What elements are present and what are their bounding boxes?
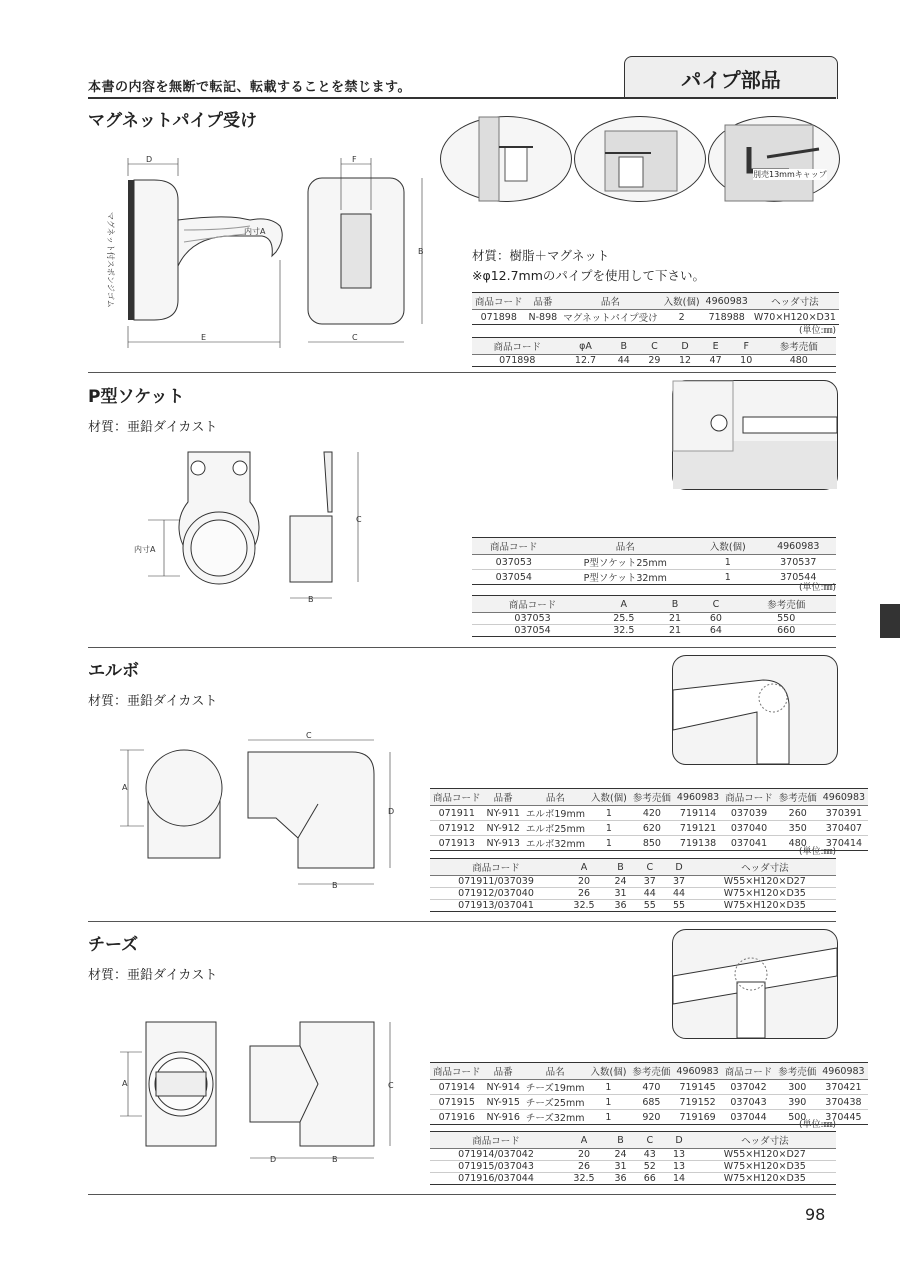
dim-label-e: E xyxy=(201,333,207,342)
table-cell: 370391 xyxy=(820,806,868,821)
column-header: D xyxy=(664,859,693,876)
table-cell: 037042 xyxy=(722,1080,776,1095)
table-cell: 037053 xyxy=(472,613,593,625)
table-cell: NY-911 xyxy=(484,806,523,821)
column-header: C xyxy=(635,1132,664,1149)
table-cell: N-898 xyxy=(526,310,561,325)
dim-label-d: D xyxy=(146,155,153,164)
table-cell: 370445 xyxy=(819,1110,867,1125)
table-cell: 20 xyxy=(562,1149,606,1161)
table-cell: 550 xyxy=(736,613,836,625)
table-cell: 071914 xyxy=(430,1080,484,1095)
psocket-product-table xyxy=(472,537,836,585)
table-cell: 037054 xyxy=(472,570,556,585)
table-cell: 370414 xyxy=(820,836,868,851)
table-cell: 390 xyxy=(775,1095,819,1110)
tees-product-table xyxy=(430,1062,868,1125)
table-cell: 21 xyxy=(655,625,696,637)
table-cell: 370537 xyxy=(761,555,836,570)
table-cell: 260 xyxy=(776,806,820,821)
table-cell: 36 xyxy=(606,1173,635,1185)
table-cell: NY-913 xyxy=(484,836,523,851)
table-cell: 26 xyxy=(562,888,606,900)
column-header: 商品コード xyxy=(472,538,556,555)
photo-caption-cap: 別売13mmキャップ xyxy=(753,170,827,179)
table-cell: 1 xyxy=(588,836,630,851)
column-header: 商品コード xyxy=(722,789,776,806)
magnet-sponge-label: マグネット付スポンジゴム xyxy=(106,212,115,308)
column-header: 商品コード xyxy=(472,596,593,613)
table-cell: 719152 xyxy=(673,1095,721,1110)
table-cell: 920 xyxy=(629,1110,673,1125)
table-cell: 52 xyxy=(635,1161,664,1173)
copyright-notice: 本書の内容を無断で転記、転載することを禁じます。 xyxy=(88,80,411,95)
table-cell: 719138 xyxy=(674,836,722,851)
column-header: 入数(個) xyxy=(695,538,760,555)
tees-drawing xyxy=(118,1016,408,1166)
table-cell: 14 xyxy=(664,1173,693,1185)
table-cell: 719114 xyxy=(674,806,722,821)
table-cell: 071912/037040 xyxy=(430,888,562,900)
tees-dimension-table xyxy=(430,1131,836,1185)
column-header: ヘッダ寸法 xyxy=(751,293,839,310)
column-header: 参考売価 xyxy=(629,1063,673,1080)
tees-unit-note: (単位:㎜) xyxy=(798,1120,836,1130)
table-cell: 350 xyxy=(776,821,820,836)
table-cell: 10 xyxy=(731,355,762,367)
table-cell: NY-915 xyxy=(484,1095,523,1110)
table-cell: 071898 xyxy=(472,355,563,367)
table-row xyxy=(472,613,836,625)
category-tab xyxy=(624,56,838,99)
table-cell: 037043 xyxy=(722,1095,776,1110)
column-header: B xyxy=(606,1132,635,1149)
table-cell: 1 xyxy=(587,1095,629,1110)
table-cell: 037040 xyxy=(722,821,776,836)
table-cell: 071915 xyxy=(430,1095,484,1110)
section-divider xyxy=(88,372,836,373)
table-cell: 31 xyxy=(606,1161,635,1173)
table-cell: 071913 xyxy=(430,836,484,851)
column-header: 商品コード xyxy=(430,859,562,876)
dim-label-c: C xyxy=(352,333,358,342)
index-tab xyxy=(880,604,900,638)
table-cell: 1 xyxy=(587,1110,629,1125)
dim-label-inner-a: 内寸A xyxy=(244,227,266,236)
section-title-psocket: P型ソケット xyxy=(88,387,185,407)
table-cell: 47 xyxy=(700,355,731,367)
column-header: 入数(個) xyxy=(661,293,703,310)
table-cell: W75×H120×D35 xyxy=(694,900,836,912)
column-header: ヘッダ寸法 xyxy=(694,1132,836,1149)
column-header: D xyxy=(664,1132,693,1149)
table-cell: 470 xyxy=(629,1080,673,1095)
column-header: φA xyxy=(563,338,609,355)
table-cell: W70×H120×D31 xyxy=(751,310,839,325)
column-header: 4960983 xyxy=(761,538,836,555)
table-row xyxy=(430,1161,836,1173)
table-row xyxy=(430,876,836,888)
table-cell: 24 xyxy=(606,876,635,888)
table-cell: 370544 xyxy=(761,570,836,585)
column-header: 商品コード xyxy=(722,1063,776,1080)
dim-label-b: B xyxy=(308,595,314,604)
column-header: 4960983 xyxy=(820,789,868,806)
table-cell: 660 xyxy=(736,625,836,637)
table-cell: 370407 xyxy=(820,821,868,836)
table-cell: 20 xyxy=(562,876,606,888)
table-cell: 12 xyxy=(670,355,701,367)
table-row xyxy=(430,1080,868,1095)
column-header: 品名 xyxy=(560,293,660,310)
section-divider xyxy=(88,921,836,922)
table-cell: チーズ19mm xyxy=(523,1080,588,1095)
magnet-product-table xyxy=(472,292,839,325)
table-cell: 13 xyxy=(664,1149,693,1161)
table-cell: 620 xyxy=(630,821,674,836)
column-header: A xyxy=(593,596,654,613)
table-cell: 480 xyxy=(762,355,836,367)
page-number: 98 xyxy=(805,1205,826,1224)
table-cell: 719169 xyxy=(673,1110,721,1125)
column-header: 商品コード xyxy=(472,338,563,355)
table-cell: 071915/037043 xyxy=(430,1161,562,1173)
column-header: ヘッダ寸法 xyxy=(694,859,836,876)
table-cell: 37 xyxy=(664,876,693,888)
elbow-drawing xyxy=(118,732,408,902)
table-cell: エルボ25mm xyxy=(523,821,588,836)
table-cell: 370421 xyxy=(819,1080,867,1095)
table-cell: 071914/037042 xyxy=(430,1149,562,1161)
table-cell: 071898 xyxy=(472,310,526,325)
table-row xyxy=(430,1173,836,1185)
table-cell: 850 xyxy=(630,836,674,851)
elbow-product-table xyxy=(430,788,868,851)
magnet-usage-photo-1 xyxy=(440,116,572,202)
table-row xyxy=(472,355,836,367)
table-cell: 037044 xyxy=(722,1110,776,1125)
psocket-usage-photo xyxy=(672,380,838,490)
table-cell: 719145 xyxy=(673,1080,721,1095)
table-cell: 44 xyxy=(635,888,664,900)
column-header: 参考売価 xyxy=(736,596,836,613)
column-header: 入数(個) xyxy=(588,789,630,806)
dim-label-c: C xyxy=(356,515,362,524)
table-cell: 037039 xyxy=(722,806,776,821)
dim-label-a: A xyxy=(122,1079,128,1088)
column-header: 参考売価 xyxy=(762,338,836,355)
table-cell: 1 xyxy=(695,555,760,570)
elbow-usage-photo xyxy=(672,655,838,765)
table-cell: 719121 xyxy=(674,821,722,836)
table-cell: 60 xyxy=(695,613,736,625)
dim-label-a: A xyxy=(122,783,128,792)
dim-label-f: F xyxy=(352,155,357,164)
tees-material: 材質：亜鉛ダイカスト xyxy=(88,968,218,983)
elbow-dimension-table xyxy=(430,858,836,912)
table-cell: 071916 xyxy=(430,1110,484,1125)
table-cell: 12.7 xyxy=(563,355,609,367)
table-cell: 55 xyxy=(664,900,693,912)
table-cell: 1 xyxy=(587,1080,629,1095)
column-header: 4960983 xyxy=(674,789,722,806)
dim-label-d: D xyxy=(388,807,395,816)
dim-label-inner-a: 内寸A xyxy=(134,545,156,554)
dim-label-b: B xyxy=(332,1155,338,1164)
table-cell: 037054 xyxy=(472,625,593,637)
table-cell: 037041 xyxy=(722,836,776,851)
table-cell: 44 xyxy=(664,888,693,900)
table-cell: 24 xyxy=(606,1149,635,1161)
column-header: 品番 xyxy=(526,293,561,310)
table-cell: エルボ19mm xyxy=(523,806,588,821)
dim-label-b: B xyxy=(418,247,424,256)
column-header: 商品コード xyxy=(472,293,526,310)
table-cell: マグネットパイプ受け xyxy=(560,310,660,325)
table-row xyxy=(430,806,868,821)
table-cell: 2 xyxy=(661,310,703,325)
magnet-unit-note: (単位:㎜) xyxy=(798,326,836,336)
table-cell: 32.5 xyxy=(593,625,654,637)
psocket-material: 材質：亜鉛ダイカスト xyxy=(88,420,218,435)
section-title-tees: チーズ xyxy=(88,935,139,955)
table-cell: 071913/037041 xyxy=(430,900,562,912)
column-header: C xyxy=(639,338,670,355)
column-header: 参考売価 xyxy=(775,1063,819,1080)
magnet-usage-photo-2 xyxy=(574,116,706,202)
table-row xyxy=(430,900,836,912)
section-title-magnet: マグネットパイプ受け xyxy=(88,111,257,131)
column-header: 商品コード xyxy=(430,1063,484,1080)
column-header: B xyxy=(606,859,635,876)
elbow-material: 材質：亜鉛ダイカスト xyxy=(88,694,218,709)
table-cell: W55×H120×D27 xyxy=(694,1149,836,1161)
column-header: F xyxy=(731,338,762,355)
column-header: 入数(個) xyxy=(587,1063,629,1080)
column-header: A xyxy=(562,1132,606,1149)
table-cell: W75×H120×D35 xyxy=(694,1161,836,1173)
table-cell: P型ソケット25mm xyxy=(556,555,695,570)
table-cell: P型ソケット32mm xyxy=(556,570,695,585)
magnet-dimension-table xyxy=(472,337,836,367)
table-cell: 071912 xyxy=(430,821,484,836)
table-cell: 25.5 xyxy=(593,613,654,625)
table-cell: 480 xyxy=(776,836,820,851)
column-header: 品名 xyxy=(523,1063,588,1080)
column-header: 品名 xyxy=(523,789,588,806)
magnet-usage-photo-3 xyxy=(708,116,840,202)
section-divider xyxy=(88,647,836,648)
table-cell: W75×H120×D35 xyxy=(694,1173,836,1185)
magnet-material: 材質：樹脂＋マグネット xyxy=(472,248,610,263)
column-header: D xyxy=(670,338,701,355)
table-cell: 37 xyxy=(635,876,664,888)
category-tab-title: パイプ部品 xyxy=(681,67,781,92)
table-cell: 420 xyxy=(630,806,674,821)
table-cell: エルボ32mm xyxy=(523,836,588,851)
table-cell: W55×H120×D27 xyxy=(694,876,836,888)
table-cell: 32.5 xyxy=(562,1173,606,1185)
column-header: E xyxy=(700,338,731,355)
column-header: 参考売価 xyxy=(630,789,674,806)
table-cell: 300 xyxy=(775,1080,819,1095)
column-header: 4960983 xyxy=(703,293,751,310)
table-cell: 071911 xyxy=(430,806,484,821)
section-title-elbow: エルボ xyxy=(88,661,139,681)
column-header: 4960983 xyxy=(819,1063,867,1080)
table-cell: 26 xyxy=(562,1161,606,1173)
table-row xyxy=(430,821,868,836)
table-cell: NY-912 xyxy=(484,821,523,836)
table-cell: 685 xyxy=(629,1095,673,1110)
table-cell: W75×H120×D35 xyxy=(694,888,836,900)
dim-label-c: C xyxy=(388,1081,394,1090)
table-row xyxy=(472,625,836,637)
column-header: C xyxy=(695,596,736,613)
table-cell: 071911/037039 xyxy=(430,876,562,888)
dim-label-d: D xyxy=(270,1155,277,1164)
column-header: 参考売価 xyxy=(776,789,820,806)
column-header: B xyxy=(655,596,696,613)
table-cell: 500 xyxy=(775,1110,819,1125)
column-header: 品名 xyxy=(556,538,695,555)
tees-usage-photo xyxy=(672,929,838,1039)
table-cell: 29 xyxy=(639,355,670,367)
column-header: 商品コード xyxy=(430,1132,562,1149)
table-cell: 21 xyxy=(655,613,696,625)
table-cell: 1 xyxy=(588,806,630,821)
header-rule xyxy=(88,97,836,99)
psocket-drawing xyxy=(134,446,380,616)
dim-label-c: C xyxy=(306,731,312,740)
table-cell: 1 xyxy=(588,821,630,836)
table-cell: 31 xyxy=(606,888,635,900)
table-cell: NY-914 xyxy=(484,1080,523,1095)
table-cell: 718988 xyxy=(703,310,751,325)
table-row xyxy=(430,1095,868,1110)
table-row xyxy=(430,888,836,900)
elbow-unit-note: (単位:㎜) xyxy=(798,847,836,857)
table-cell: チーズ32mm xyxy=(523,1110,588,1125)
column-header: 商品コード xyxy=(430,789,484,806)
table-cell: 64 xyxy=(695,625,736,637)
psocket-dimension-table xyxy=(472,595,836,637)
table-row xyxy=(472,555,836,570)
dim-label-b: B xyxy=(332,881,338,890)
table-cell: 071916/037044 xyxy=(430,1173,562,1185)
psocket-unit-note: (単位:㎜) xyxy=(798,583,836,593)
table-cell: 55 xyxy=(635,900,664,912)
table-cell: チーズ25mm xyxy=(523,1095,588,1110)
footer-rule xyxy=(88,1194,836,1195)
magnet-note: ※φ12.7mmのパイプを使用して下さい。 xyxy=(472,268,706,283)
table-cell: 32.5 xyxy=(562,900,606,912)
table-cell: NY-916 xyxy=(484,1110,523,1125)
table-cell: 13 xyxy=(664,1161,693,1173)
column-header: B xyxy=(608,338,639,355)
table-cell: 44 xyxy=(608,355,639,367)
column-header: C xyxy=(635,859,664,876)
table-cell: 43 xyxy=(635,1149,664,1161)
table-cell: 66 xyxy=(635,1173,664,1185)
magnet-holder-drawing xyxy=(88,150,438,360)
column-header: A xyxy=(562,859,606,876)
column-header: 品番 xyxy=(484,1063,523,1080)
table-cell: 037053 xyxy=(472,555,556,570)
table-cell: 1 xyxy=(695,570,760,585)
table-row xyxy=(430,1149,836,1161)
column-header: 4960983 xyxy=(673,1063,721,1080)
table-cell: 36 xyxy=(606,900,635,912)
column-header: 品番 xyxy=(484,789,523,806)
table-cell: 370438 xyxy=(819,1095,867,1110)
